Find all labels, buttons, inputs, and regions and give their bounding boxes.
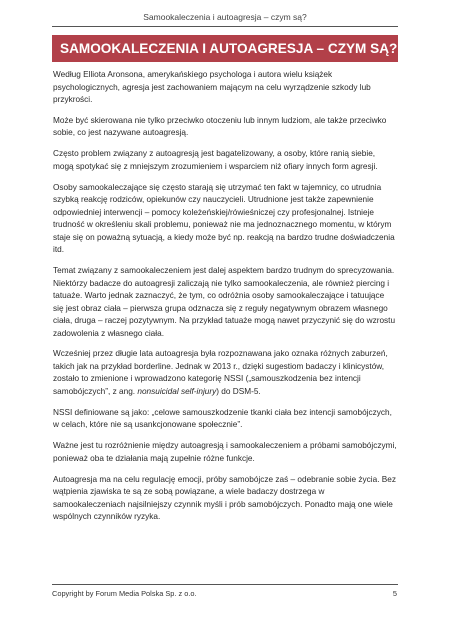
page-number: 5 bbox=[392, 589, 397, 598]
paragraph-8: Ważne jest tu rozróżnienie między autoagresją i samookaleczeniem a próbami samobójczymi, ponieważ oba te działania mają zupełnie różne funkcje. bbox=[53, 441, 397, 463]
paragraph-3: Często problem związany z autoagresją jest bagatelizowany, a osoby, które ranią siebie, mogą spotykać się z mniejszym zrozumieniem i wsparciem niż ofiary innych form agresji. bbox=[53, 149, 378, 171]
copyright-text: Copyright by Forum Media Polska Sp. z o.o. bbox=[52, 589, 197, 598]
page-footer bbox=[52, 584, 398, 601]
nssi-english-term: nonsuicidal self-injury bbox=[137, 386, 217, 396]
paragraph-6 bbox=[53, 348, 397, 398]
paragraph-1: Według Elliota Aronsona, amerykańskiego psychologa i autora wielu książek psychologicznych, agresja jest zachowaniem mającym na celu wyrządzenie szkody lub przykrości. bbox=[53, 70, 371, 104]
running-header: Samookaleczenia i autoagresja – czym są? bbox=[52, 11, 398, 27]
body-text bbox=[53, 69, 397, 532]
paragraph-6-text: Wcześniej przez długie lata autoagresja była rozpoznawana jako oznaka różnych zaburzeń, takich jak na przykład borderline. Jednak w 2013 r., dzięki sugestiom badaczy i klinicystów, zostało to zmienione i wprowadzono kategorię NSSI („samouszkodzenia bez intencji samobójczych”, z ang. bbox=[53, 349, 388, 396]
section-title: SAMOOKALECZENIA I AUTOAGRESJA – CZYM SĄ? bbox=[52, 35, 398, 62]
paragraph-2: Może być skierowana nie tylko przeciwko otoczeniu lub innym ludziom, ale także przeciwko sobie, co jest nazywane autoagresją. bbox=[53, 115, 387, 138]
paragraph-5: Temat związany z samookaleczeniem jest dalej aspektem bardzo trudnym do sprecyzowania. Niektórzy badacze do autoagresji zaliczają nie tylko samookaleczenia, ale również piercing i tatuaże. Warto jednak zaznaczyć, że tym, co odróżnia osoby samookaleczające i tatuujące się jest obraz ciała – pierwsza grupa odznacza się z reguły negatywnym obrazem własnego ciała, druga – raczej pozytywnym. Na przykład tatuaże mogą nawet przyczynić się do wzrostu zadowolenia z własnego ciała. bbox=[53, 266, 396, 338]
paragraph-7: NSSI definiowane są jako: „celowe samouszkodzenie tkanki ciała bez intencji samobójczych, w celach, które nie są usankcjonowane społecznie”. bbox=[53, 407, 392, 430]
paragraph-6-tail: ) do DSM-5. bbox=[216, 386, 261, 396]
paragraph-9: Autoagresja ma na celu regulację emocji, próby samobójcze zaś – odebranie sobie życia. Bez wątpienia zjawiska te są ze sobą powiązane, a wiele badaczy dostrzega w samookaleczeniach najsilniejszy czynnik myśli i prób samobójczych. Ponadto mają one wiele wspólnych czynników ryzyka. bbox=[53, 474, 397, 522]
paragraph-4: Osoby samookaleczające się często starają się utrzymać ten fakt w tajemnicy, co utrudnia szybką reakcję rodziców, opiekunów czy nauczycieli. Utrudnione jest także zapewnienie odpowiedniej interwencji – pomocy koleżeńskiej/rówieśniczej czy profesjonalnej. Istnieje trudność w określeniu skali problemu, ponieważ nie ma jednoznacznego momentu, w którym staje się on poważną sytuacją, a kiedy może być np. reakcją na bardzo trudne doświadczenia itd. bbox=[53, 182, 395, 255]
